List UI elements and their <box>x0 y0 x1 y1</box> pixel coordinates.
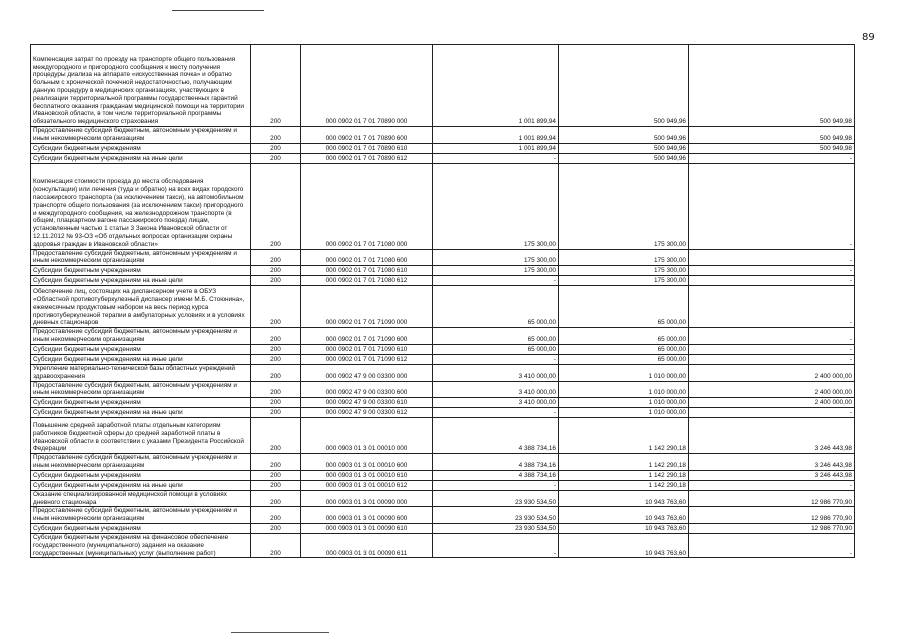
unexecuted-amount-cell: - <box>689 249 855 266</box>
expense-name-cell: Оказание специализированной медицинской помощи в условиях дневного стационара <box>31 490 251 507</box>
classification-code-cell: 000 0903 01 3 01 00010 600 <box>301 454 433 471</box>
approved-amount-cell: 1 001 899,94 <box>433 127 559 144</box>
executed-amount-cell: 1 142 290,18 <box>559 470 689 480</box>
expense-name-cell: Предоставление субсидий бюджетным, автономным учреждениям и иным некоммерческим организациям <box>31 127 251 144</box>
table-row <box>31 153 855 163</box>
classification-code-cell: 000 0902 01 7 01 71080 600 <box>301 249 433 266</box>
expense-name-cell: Субсидии бюджетным учреждениям <box>31 524 251 534</box>
unexecuted-amount-cell: - <box>689 480 855 490</box>
table-row <box>31 286 855 328</box>
table-row <box>31 480 855 490</box>
unexecuted-amount-cell: 500 949,98 <box>689 127 855 144</box>
admin-code-cell: 200 <box>251 143 301 153</box>
classification-code-cell: 000 0902 47 9 00 03300 000 <box>301 364 433 381</box>
budget-table <box>30 44 855 558</box>
unexecuted-amount-cell: - <box>689 276 855 286</box>
unexecuted-amount-cell: 3 246 443,98 <box>689 454 855 471</box>
executed-amount-cell: 500 949,96 <box>559 45 689 127</box>
admin-code-cell: 200 <box>251 344 301 354</box>
classification-code-cell: 000 0902 47 9 00 03300 610 <box>301 398 433 408</box>
unexecuted-amount-cell: - <box>689 408 855 418</box>
approved-amount-cell: - <box>433 534 559 558</box>
approved-amount-cell: 3 410 000,00 <box>433 381 559 398</box>
table-row <box>31 408 855 418</box>
admin-code-cell: 200 <box>251 286 301 328</box>
admin-code-cell: 200 <box>251 266 301 276</box>
executed-amount-cell: 175 300,00 <box>559 163 689 249</box>
table-row <box>31 364 855 381</box>
expense-name-cell: Субсидии бюджетным учреждениям <box>31 470 251 480</box>
admin-code-cell: 200 <box>251 408 301 418</box>
classification-code-cell: 000 0902 01 7 01 70890 610 <box>301 143 433 153</box>
expense-name-cell: Предоставление субсидий бюджетным, автономным учреждениям и иным некоммерческим организациям <box>31 507 251 524</box>
expense-name-cell: Предоставление субсидий бюджетным, автономным учреждениям и иным некоммерческим организациям <box>31 454 251 471</box>
executed-amount-cell: 10 943 763,60 <box>559 507 689 524</box>
table-row <box>31 354 855 364</box>
table-row <box>31 276 855 286</box>
admin-code-cell: 200 <box>251 398 301 408</box>
unexecuted-amount-cell: - <box>689 266 855 276</box>
expense-name-cell: Субсидии бюджетным учреждениям <box>31 266 251 276</box>
classification-code-cell: 000 0903 01 3 01 00090 000 <box>301 490 433 507</box>
classification-code-cell: 000 0902 01 7 01 71080 610 <box>301 266 433 276</box>
approved-amount-cell: 23 930 534,50 <box>433 490 559 507</box>
unexecuted-amount-cell: 3 246 443,98 <box>689 470 855 480</box>
executed-amount-cell: 65 000,00 <box>559 354 689 364</box>
executed-amount-cell: 1 010 000,00 <box>559 381 689 398</box>
unexecuted-amount-cell: 12 986 770,90 <box>689 490 855 507</box>
table-row <box>31 381 855 398</box>
expense-name-cell: Субсидии бюджетным учреждениям на иные цели <box>31 276 251 286</box>
classification-code-cell: 000 0902 01 7 01 71080 612 <box>301 276 433 286</box>
top-rule <box>172 10 264 11</box>
expense-name-cell: Субсидии бюджетным учреждениям <box>31 344 251 354</box>
page-number: 89 <box>862 32 875 43</box>
expense-name-cell: Предоставление субсидий бюджетным, автономным учреждениям и иным некоммерческим организациям <box>31 381 251 398</box>
admin-code-cell: 200 <box>251 470 301 480</box>
classification-code-cell: 000 0902 01 7 01 70890 600 <box>301 127 433 144</box>
table-row <box>31 490 855 507</box>
expense-name-cell: Предоставление субсидий бюджетным, автономным учреждениям и иным некоммерческим организациям <box>31 328 251 345</box>
unexecuted-amount-cell: 500 949,98 <box>689 45 855 127</box>
classification-code-cell: 000 0902 01 7 01 71090 610 <box>301 344 433 354</box>
admin-code-cell: 200 <box>251 507 301 524</box>
unexecuted-amount-cell: - <box>689 153 855 163</box>
executed-amount-cell: 10 943 763,60 <box>559 490 689 507</box>
approved-amount-cell: 65 000,00 <box>433 286 559 328</box>
unexecuted-amount-cell: 3 246 443,98 <box>689 418 855 454</box>
approved-amount-cell: 1 001 899,94 <box>433 45 559 127</box>
admin-code-cell: 200 <box>251 354 301 364</box>
admin-code-cell: 200 <box>251 127 301 144</box>
executed-amount-cell: 65 000,00 <box>559 344 689 354</box>
approved-amount-cell: 4 388 734,16 <box>433 454 559 471</box>
expense-name-cell: Компенсация затрат по проезду на транспорте общего пользования междугородного и пригородного сообщения к месту получения процедуры диализа на аппарате «искусственная почка» и обратно больным с хронической почечной недостаточностью, получающим данную процедуру в медицинских организациях, участвующих в реализации территориальной программы государственных гарантий бесплатного оказания гражданам медицинской помощи на территории Ивановской области, в том числе территориальной программы обязательного медицинского страхования <box>31 45 251 127</box>
approved-amount-cell: - <box>433 276 559 286</box>
classification-code-cell: 000 0902 01 7 01 71080 000 <box>301 163 433 249</box>
table-row <box>31 524 855 534</box>
approved-amount-cell: 4 388 734,16 <box>433 470 559 480</box>
classification-code-cell: 000 0902 01 7 01 70890 612 <box>301 153 433 163</box>
classification-code-cell: 000 0903 01 3 01 00090 611 <box>301 534 433 558</box>
expense-name-cell: Предоставление субсидий бюджетным, автономным учреждениям и иным некоммерческим организациям <box>31 249 251 266</box>
expense-name-cell: Субсидии бюджетным учреждениям на финансовое обеспечение государственного (муниципального) задания на оказание государственных (муниципальных) услуг (выполнение работ) <box>31 534 251 558</box>
admin-code-cell: 200 <box>251 45 301 127</box>
executed-amount-cell: 1 010 000,00 <box>559 408 689 418</box>
unexecuted-amount-cell: - <box>689 286 855 328</box>
classification-code-cell: 000 0902 01 7 01 71090 000 <box>301 286 433 328</box>
approved-amount-cell: 175 300,00 <box>433 163 559 249</box>
executed-amount-cell: 1 142 290,18 <box>559 454 689 471</box>
unexecuted-amount-cell: 2 400 000,00 <box>689 364 855 381</box>
unexecuted-amount-cell: 12 986 770,90 <box>689 507 855 524</box>
unexecuted-amount-cell: 12 986 770,90 <box>689 524 855 534</box>
executed-amount-cell: 10 943 763,60 <box>559 524 689 534</box>
table-row <box>31 470 855 480</box>
classification-code-cell: 000 0903 01 3 01 00090 600 <box>301 507 433 524</box>
classification-code-cell: 000 0903 01 3 01 00010 610 <box>301 470 433 480</box>
classification-code-cell: 000 0902 47 9 00 03300 612 <box>301 408 433 418</box>
expense-name-cell: Компенсация стоимости проезда до места обследования (консультации) или лечения (туда и обратно) на всех видах городского пассажирского транспорта (за исключением такси), на автомобильном транспорте общего пользования (за исключением такси) пригородного и междугородного сообщения, на железнодорожном транспорте (в общем, плацкартном вагоне пассажирского поезда) лицам, установленным частью 1 статьи 3 Закона Ивановской области от 12.11.2012 № 93-ОЗ «Об отдельных вопросах организации охраны здоровья граждан в Ивановской области» <box>31 163 251 249</box>
admin-code-cell: 200 <box>251 249 301 266</box>
approved-amount-cell: - <box>433 153 559 163</box>
approved-amount-cell: 65 000,00 <box>433 344 559 354</box>
unexecuted-amount-cell: - <box>689 344 855 354</box>
executed-amount-cell: 175 300,00 <box>559 266 689 276</box>
expense-name-cell: Субсидии бюджетным учреждениям <box>31 398 251 408</box>
table-row <box>31 328 855 345</box>
table-row <box>31 249 855 266</box>
expense-name-cell: Субсидии бюджетным учреждениям на иные цели <box>31 354 251 364</box>
table-row <box>31 344 855 354</box>
approved-amount-cell: 175 300,00 <box>433 266 559 276</box>
classification-code-cell: 000 0902 01 7 01 71090 600 <box>301 328 433 345</box>
unexecuted-amount-cell: - <box>689 328 855 345</box>
admin-code-cell: 200 <box>251 364 301 381</box>
admin-code-cell: 200 <box>251 381 301 398</box>
unexecuted-amount-cell: 500 949,98 <box>689 143 855 153</box>
unexecuted-amount-cell: 2 400 000,00 <box>689 381 855 398</box>
admin-code-cell: 200 <box>251 163 301 249</box>
expense-name-cell: Субсидии бюджетным учреждениям на иные цели <box>31 480 251 490</box>
approved-amount-cell: 23 930 534,50 <box>433 524 559 534</box>
table-row <box>31 266 855 276</box>
expense-name-cell: Субсидии бюджетным учреждениям <box>31 143 251 153</box>
executed-amount-cell: 65 000,00 <box>559 328 689 345</box>
unexecuted-amount-cell: - <box>689 534 855 558</box>
executed-amount-cell: 1 142 290,18 <box>559 480 689 490</box>
classification-code-cell: 000 0902 47 9 00 03300 600 <box>301 381 433 398</box>
admin-code-cell: 200 <box>251 524 301 534</box>
expense-name-cell: Обеспечение лиц, состоящих на диспансерном учете в ОБУЗ «Областной противотуберкулезный диспансер имени М.Б. Стоюнина», ежемесячным продуктовым набором на весь период курса противотуберкулезной терапии в амбулаторных условиях и в условиях дневных стационаров <box>31 286 251 328</box>
approved-amount-cell: 3 410 000,00 <box>433 398 559 408</box>
table-row <box>31 143 855 153</box>
executed-amount-cell: 175 300,00 <box>559 276 689 286</box>
unexecuted-amount-cell: - <box>689 354 855 364</box>
admin-code-cell: 200 <box>251 534 301 558</box>
classification-code-cell: 000 0903 01 3 01 00010 000 <box>301 418 433 454</box>
table-row <box>31 45 855 127</box>
admin-code-cell: 200 <box>251 454 301 471</box>
executed-amount-cell: 175 300,00 <box>559 249 689 266</box>
approved-amount-cell: - <box>433 408 559 418</box>
classification-code-cell: 000 0903 01 3 01 00090 610 <box>301 524 433 534</box>
expense-name-cell: Укрепление материально-технической базы областных учреждений здравоохранения <box>31 364 251 381</box>
expense-name-cell: Субсидии бюджетным учреждениям на иные цели <box>31 153 251 163</box>
table-row <box>31 534 855 558</box>
budget-table-body <box>31 45 855 558</box>
executed-amount-cell: 500 949,96 <box>559 143 689 153</box>
admin-code-cell: 200 <box>251 328 301 345</box>
table-row <box>31 163 855 249</box>
executed-amount-cell: 1 010 000,00 <box>559 398 689 408</box>
executed-amount-cell: 500 949,96 <box>559 127 689 144</box>
approved-amount-cell: - <box>433 354 559 364</box>
classification-code-cell: 000 0903 01 3 01 00010 612 <box>301 480 433 490</box>
expense-name-cell: Повышение средней заработной платы отдельным категориям работников бюджетной сферы до средней заработной платы в Ивановской области в соответствии с указами Президента Российской Федерации <box>31 418 251 454</box>
admin-code-cell: 200 <box>251 480 301 490</box>
table-row <box>31 418 855 454</box>
admin-code-cell: 200 <box>251 276 301 286</box>
table-row <box>31 127 855 144</box>
admin-code-cell: 200 <box>251 418 301 454</box>
admin-code-cell: 200 <box>251 490 301 507</box>
approved-amount-cell: 4 388 734,16 <box>433 418 559 454</box>
bottom-rule <box>231 632 329 633</box>
approved-amount-cell: - <box>433 480 559 490</box>
admin-code-cell: 200 <box>251 153 301 163</box>
executed-amount-cell: 1 142 290,18 <box>559 418 689 454</box>
approved-amount-cell: 65 000,00 <box>433 328 559 345</box>
classification-code-cell: 000 0902 01 7 01 71090 612 <box>301 354 433 364</box>
executed-amount-cell: 65 000,00 <box>559 286 689 328</box>
table-row <box>31 507 855 524</box>
table-row <box>31 398 855 408</box>
executed-amount-cell: 500 949,96 <box>559 153 689 163</box>
executed-amount-cell: 1 010 000,00 <box>559 364 689 381</box>
unexecuted-amount-cell: 2 400 000,00 <box>689 398 855 408</box>
classification-code-cell: 000 0902 01 7 01 70890 000 <box>301 45 433 127</box>
unexecuted-amount-cell: - <box>689 163 855 249</box>
approved-amount-cell: 23 930 534,50 <box>433 507 559 524</box>
expense-name-cell: Субсидии бюджетным учреждениям на иные цели <box>31 408 251 418</box>
approved-amount-cell: 175 300,00 <box>433 249 559 266</box>
approved-amount-cell: 3 410 000,00 <box>433 364 559 381</box>
executed-amount-cell: 10 943 763,60 <box>559 534 689 558</box>
table-row <box>31 454 855 471</box>
approved-amount-cell: 1 001 899,94 <box>433 143 559 153</box>
